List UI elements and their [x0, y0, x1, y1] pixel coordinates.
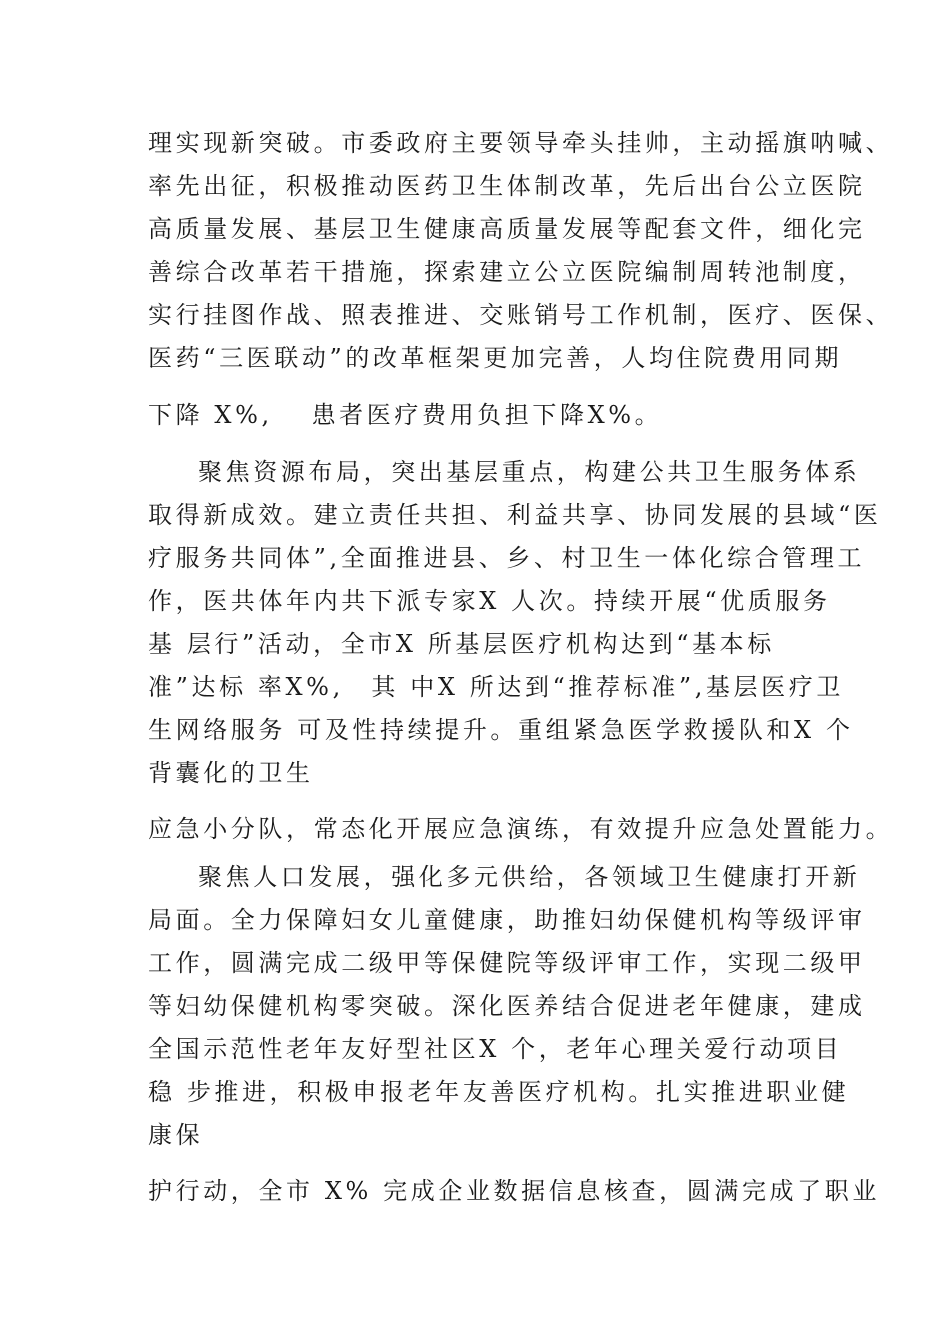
text-line: 聚焦资源布局，突出基层重点，构建公共卫生服务体系: [198, 458, 861, 486]
text-line: 作，医共体年内共下派专家X 人次。持续开展“优质服务: [148, 587, 831, 615]
text-line: 局面。全力保障妇女儿童健康，助推妇幼保健机构等级评审: [148, 906, 866, 934]
text-line: 疗服务共同体”,全面推进县、乡、村卫生一体化综合管理工: [148, 544, 866, 572]
text-line: 理实现新突破。市委政府主要领导牵头挂帅，主动摇旗呐喊、: [148, 129, 894, 157]
text-line: 应急小分队，常态化开展应急演练，有效提升应急处置能力。: [148, 815, 894, 843]
text-line: 率先出征，积极推动医药卫生体制改革，先后出台公立医院: [148, 172, 866, 200]
text-line: 康保: [148, 1121, 204, 1149]
text-line: 取得新成效。建立责任共担、利益共享、协同发展的县域“医: [148, 501, 882, 529]
text-line: 善综合改革若干措施，探索建立公立医院编制周转池制度，: [148, 258, 866, 286]
text-line: 生网络服务 可及性持续提升。重组紧急医学救援队和X 个: [148, 716, 854, 744]
text-line: 准”达标 率X%, 其 中X 所达到“推荐标准”,基层医疗卫: [148, 673, 844, 701]
text-line: 医药“三医联动”的改革框架更加完善，人均住院费用同期: [148, 344, 843, 372]
text-line: 背囊化的卫生: [148, 759, 314, 787]
text-line: 高质量发展、基层卫生健康高质量发展等配套文件，细化完: [148, 215, 866, 243]
text-line: 全国示范性老年友好型社区X 个，老年心理关爱行动项目: [148, 1035, 843, 1063]
text-line: 护行动，全市 X% 完成企业数据信息核查，圆满完成了职业: [148, 1177, 880, 1205]
text-line: 等妇幼保健机构零突破。深化医养结合促进老年健康，建成: [148, 992, 866, 1020]
text-line: 聚焦人口发展，强化多元供给，各领域卫生健康打开新: [198, 863, 861, 891]
text-line: 实行挂图作战、照表推进、交账销号工作机制，医疗、医保、: [148, 301, 894, 329]
text-line: 下降 X%, 患者医疗费用负担下降X%。: [148, 401, 663, 429]
text-line: 基 层行”活动，全市X 所基层医疗机构达到“基本标: [148, 630, 775, 658]
text-line: 稳 步推进，积极申报老年友善医疗机构。扎实推进职业健: [148, 1078, 850, 1106]
text-line: 工作，圆满完成二级甲等保健院等级评审工作，实现二级甲: [148, 949, 866, 977]
